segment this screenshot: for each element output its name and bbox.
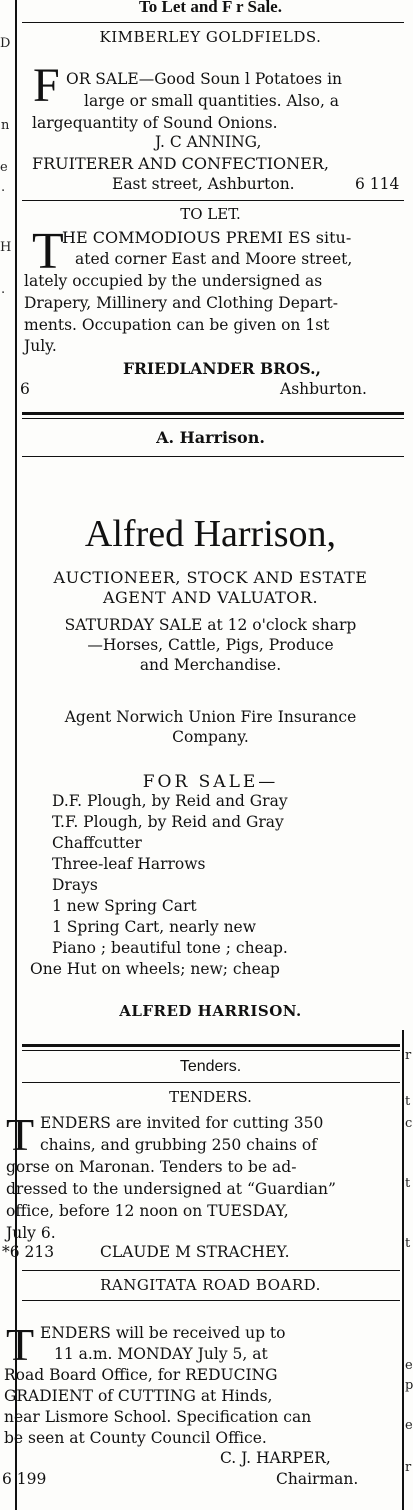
signer-name: J. C ANNING, bbox=[155, 133, 262, 151]
signer-place: Ashburton. bbox=[280, 380, 367, 398]
signer-trade: FRUITERER AND CONFECTIONER, bbox=[32, 154, 329, 173]
ad-text-line: ENDERS will be received up to bbox=[40, 1324, 286, 1342]
signer-role: Chairman. bbox=[276, 1470, 359, 1488]
ad-text-line: 11 a.m. MONDAY July 5, at bbox=[54, 1345, 268, 1363]
margin-left-fragment: . bbox=[1, 282, 6, 297]
ad-text-line: Drapery, Millinery and Clothing Depart- bbox=[24, 294, 338, 312]
sale-item: Chaffcutter bbox=[52, 834, 142, 852]
agent-notice: Agent Norwich Union Fire Insurance bbox=[64, 708, 357, 726]
sale-notice: SATURDAY SALE at 12 o'clock sharp bbox=[64, 616, 357, 634]
margin-left-fragment: e bbox=[0, 160, 8, 175]
ad-text-line: OR SALE—Good Soun l Potatoes in bbox=[66, 70, 343, 88]
advertiser-title: AUCTIONEER, STOCK AND ESTATE bbox=[53, 568, 368, 587]
sale-item: 1 Spring Cart, nearly new bbox=[52, 918, 256, 936]
column-heading: To Let and F r Sale. bbox=[139, 0, 282, 16]
ad-text-line: ated corner East and Moore street, bbox=[75, 250, 353, 268]
section-heading: A. Harrison. bbox=[156, 428, 265, 447]
sale-notice: —Horses, Cattle, Pigs, Produce bbox=[87, 636, 334, 654]
sale-item: Piano ; beautiful tone ; cheap. bbox=[52, 939, 288, 957]
sale-item: Three-leaf Harrows bbox=[52, 855, 206, 873]
sale-item: T.F. Plough, by Reid and Gray bbox=[52, 813, 284, 831]
ad-ref-number: *6 213 bbox=[2, 1243, 55, 1261]
margin-right-fragment: t bbox=[405, 1094, 411, 1109]
sale-notice: and Merchandise. bbox=[139, 656, 282, 674]
margin-right-fragment: c bbox=[405, 1116, 413, 1131]
sale-item: D.F. Plough, by Reid and Gray bbox=[52, 792, 288, 810]
ad-text-line: largequantity of Sound Onions. bbox=[32, 114, 278, 132]
double-divider bbox=[22, 1050, 400, 1051]
ad-title: RANGITATA ROAD BOARD. bbox=[100, 1276, 321, 1294]
margin-right-fragment: r bbox=[405, 1048, 412, 1063]
margin-left-fragment: H bbox=[0, 240, 12, 255]
ad-text-line: July. bbox=[24, 337, 57, 355]
ad-signature: ALFRED HARRISON. bbox=[119, 1002, 302, 1020]
for-sale-heading: FOR SALE— bbox=[142, 772, 279, 792]
ad-text-line: HE COMMODIOUS PREMI ES situ- bbox=[62, 228, 352, 247]
sale-item: One Hut on wheels; new; cheap bbox=[30, 960, 280, 978]
advertiser-name: Alfred Harrison, bbox=[84, 513, 337, 555]
double-divider bbox=[22, 418, 404, 419]
divider bbox=[22, 456, 404, 457]
right-column-rule bbox=[402, 1030, 404, 1510]
section-heading: Tenders. bbox=[179, 1058, 242, 1075]
ad-text-line: large or small quantities. Also, a bbox=[84, 92, 340, 110]
ad-text-line: near Lismore School. Specification can bbox=[4, 1408, 312, 1426]
ad-text-line: Road Board Office, for REDUCING bbox=[4, 1366, 278, 1384]
sale-item: 1 new Spring Cart bbox=[52, 897, 197, 915]
signer-name: FRIEDLANDER BROS., bbox=[123, 359, 321, 378]
double-divider bbox=[22, 1044, 400, 1047]
margin-right-fragment: t bbox=[405, 1176, 411, 1191]
ad-text-line: be seen at County Council Office. bbox=[4, 1429, 267, 1447]
ad-text-line: dressed to the undersigned at “Guardian” bbox=[6, 1180, 336, 1198]
divider bbox=[22, 1082, 400, 1083]
advertiser-title: AGENT AND VALUATOR. bbox=[102, 588, 319, 607]
drop-cap: T bbox=[32, 223, 64, 280]
margin-right-fragment: e bbox=[405, 1418, 413, 1433]
left-column-rule bbox=[15, 0, 17, 1510]
agent-notice: Company. bbox=[172, 728, 249, 746]
margin-left-fragment: D bbox=[0, 36, 11, 51]
divider bbox=[22, 1270, 400, 1271]
ad-text-line: ments. Occupation can be given on 1st bbox=[24, 316, 330, 334]
margin-right-fragment: t bbox=[405, 1236, 411, 1251]
drop-cap: T bbox=[6, 1109, 35, 1160]
divider bbox=[22, 1300, 400, 1301]
ad-title: KIMBERLEY GOLDFIELDS. bbox=[99, 28, 322, 46]
ad-text-line: office, before 12 noon on TUESDAY, bbox=[6, 1202, 289, 1220]
ad-text-line: lately occupied by the undersigned as bbox=[24, 272, 323, 290]
margin-right-fragment: e bbox=[405, 1358, 413, 1373]
ad-ref-number: 6 bbox=[20, 380, 30, 398]
divider bbox=[22, 200, 404, 201]
ad-title: TO LET. bbox=[180, 205, 241, 223]
drop-cap: F bbox=[33, 59, 60, 112]
signer-name: CLAUDE M STRACHEY. bbox=[100, 1243, 290, 1261]
drop-cap: T bbox=[6, 1319, 35, 1370]
ad-text-line: chains, and grubbing 250 chains of bbox=[40, 1136, 317, 1154]
margin-left-fragment: n bbox=[1, 118, 10, 133]
margin-left-fragment: . bbox=[1, 180, 6, 195]
sale-item: Drays bbox=[52, 876, 98, 894]
margin-right-fragment: p bbox=[405, 1378, 413, 1393]
ad-text-line: gorse on Maronan. Tenders to be ad- bbox=[6, 1158, 297, 1176]
divider bbox=[22, 22, 404, 23]
ad-text-line: ENDERS are invited for cutting 350 bbox=[40, 1114, 324, 1132]
ad-text-line: GRADIENT of CUTTING at Hinds, bbox=[4, 1387, 273, 1405]
double-divider bbox=[22, 412, 404, 415]
ad-ref-number: 6 199 bbox=[2, 1470, 47, 1488]
signer-address: East street, Ashburton. bbox=[112, 175, 295, 193]
ad-title: TENDERS. bbox=[169, 1088, 252, 1106]
ad-text-line: July 6. bbox=[6, 1224, 56, 1242]
ad-ref-number: 6 114 bbox=[355, 175, 400, 193]
margin-right-fragment: r bbox=[405, 1460, 412, 1475]
signer-name: C. J. HARPER, bbox=[220, 1449, 331, 1467]
